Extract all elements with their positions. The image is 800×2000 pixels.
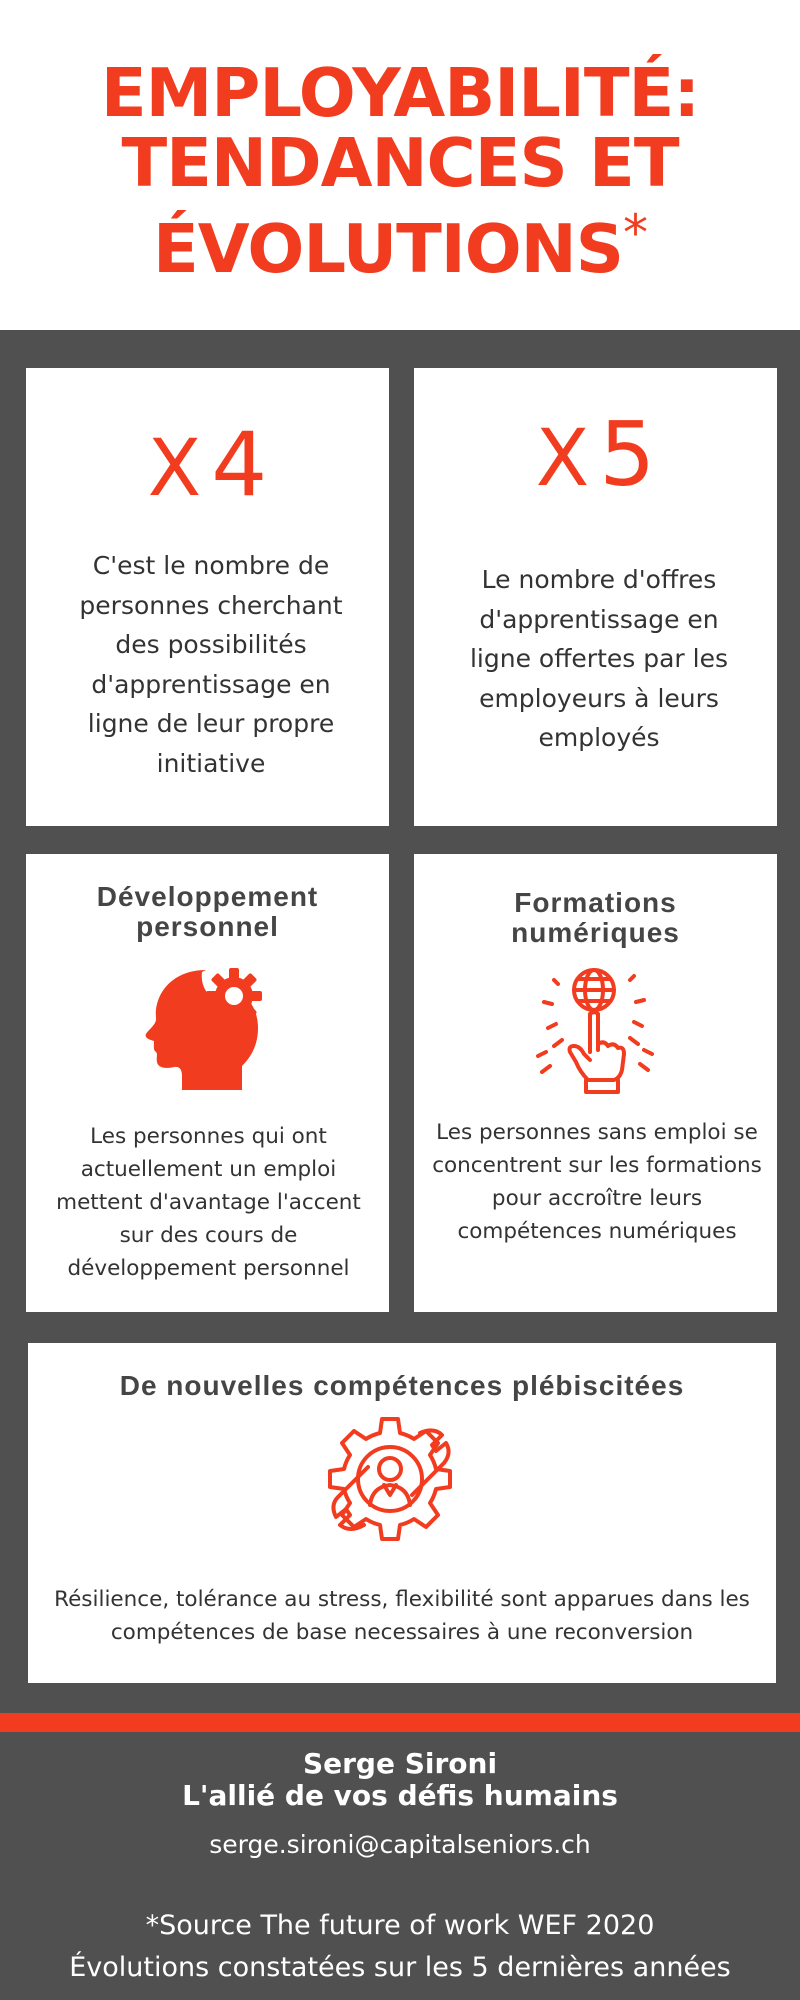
period-note: Évolutions constatées sur les 5 dernières années — [69, 1952, 731, 1983]
multiplier-x: X — [147, 424, 202, 514]
card-title-line-2: numériques — [511, 917, 680, 948]
card-description: Résilience, tolérance au stress, flexibilité sont apparues dans les compétences de base necessaires à une reconversion — [54, 1587, 750, 1645]
source-note: *Source The future of work WEF 2020 — [145, 1910, 655, 1941]
title-line-1: EMPLOYABILITÉ: — [100, 54, 700, 132]
author-email[interactable]: serge.sironi@capitalseniors.ch — [209, 1830, 591, 1859]
multiplier-x: X — [535, 414, 590, 504]
multiplier-value — [414, 403, 777, 506]
card-online-seekers — [26, 368, 389, 826]
title-asterisk: * — [623, 204, 648, 262]
card-title: De nouvelles compétences plébiscitées — [119, 1370, 685, 1401]
footer — [0, 1732, 800, 2000]
author-tagline: L'allié de vos défis humains — [182, 1779, 618, 1812]
multiplier-value — [26, 413, 389, 516]
card-personal-development — [26, 854, 389, 1312]
head-gear-icon — [144, 966, 268, 1090]
accent-bar — [0, 1713, 800, 1732]
card-description: Le nombre d'offres d'apprentissage en ligne offertes par les employeurs à leurs employés — [469, 565, 729, 752]
card-description: C'est le nombre de personnes cherchant des possibilités d'apprentissage en ligne de leur propre initiative — [79, 551, 343, 778]
card-description: Les personnes sans emploi se concentrent sur les formations pour accroître leurs compétences numériques — [432, 1120, 762, 1244]
header — [0, 0, 800, 330]
gear-person-icon — [324, 1413, 456, 1551]
title-line-3-text: ÉVOLUTIONS — [152, 210, 624, 288]
card-description: Les personnes qui ont actuellement un emploi mettent d'avantage l'accent sur des cours de développement personnel — [56, 1124, 361, 1281]
author-name: Serge Sironi — [302, 1747, 498, 1780]
card-title-line-1: Développement — [96, 881, 319, 912]
card-title — [414, 888, 777, 948]
multiplier-number: 4 — [211, 413, 268, 516]
page-title — [0, 54, 800, 288]
card-employer-offers — [414, 368, 777, 826]
card-title — [26, 882, 389, 942]
title-line-3 — [0, 198, 800, 288]
title-line-2: TENDANCES ET — [121, 124, 679, 202]
card-digital-training — [414, 854, 777, 1312]
card-new-skills — [28, 1343, 776, 1683]
globe-finger-icon — [532, 966, 660, 1108]
card-title-line-2: personnel — [136, 911, 279, 942]
multiplier-number: 5 — [599, 403, 656, 506]
card-title-line-1: Formations — [514, 887, 677, 918]
